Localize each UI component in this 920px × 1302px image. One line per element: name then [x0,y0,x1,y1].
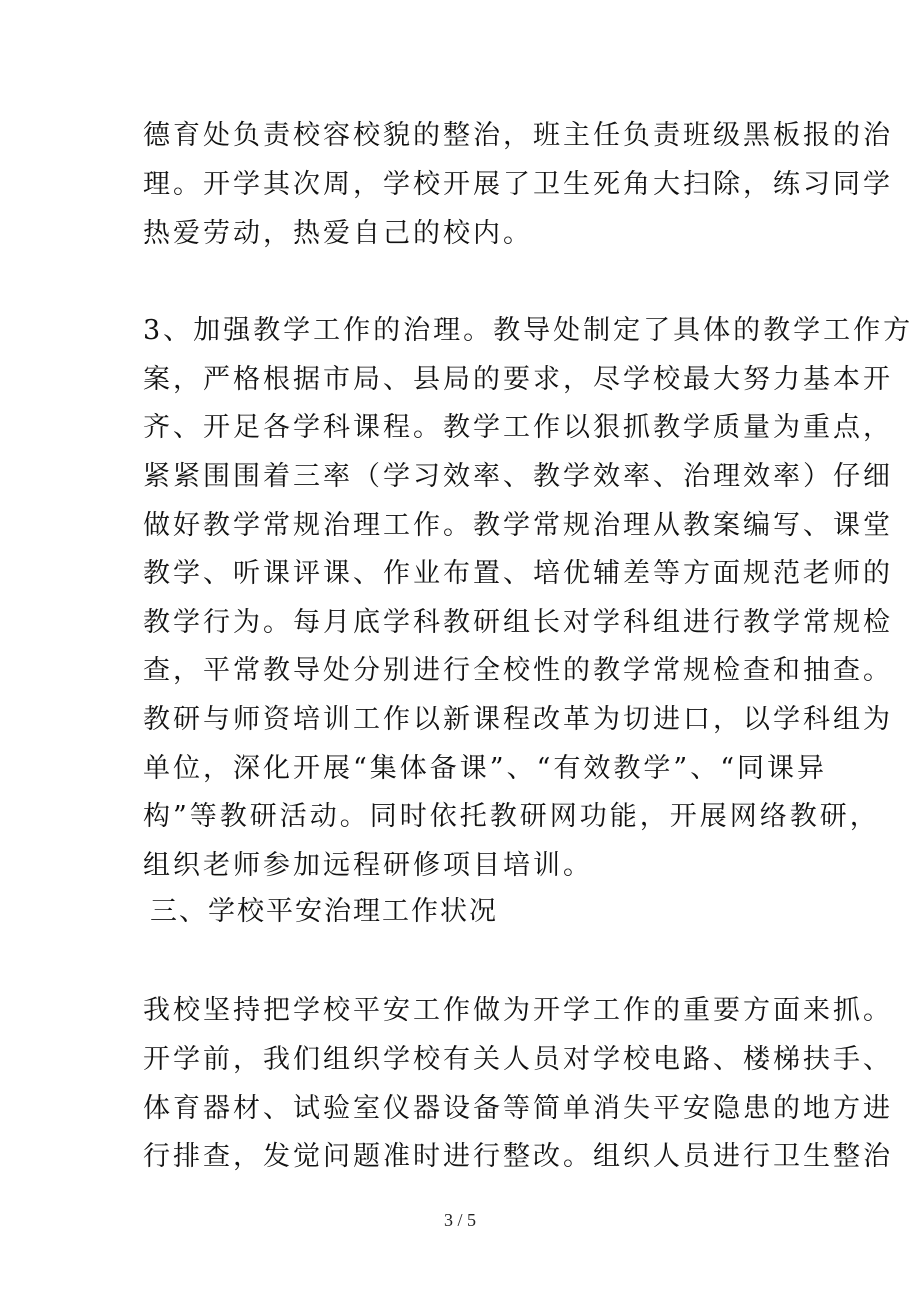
text-line: 教学行为。每月底学科教研组长对学科组进行教学常规检 [143,607,893,638]
text-line: 德育处负责校容校貌的整治，班主任负责班级黑板报的治 [143,120,893,151]
text-line: 热爱劳动，热爱自己的校内。 [143,218,533,249]
text-line: 查，平常教导处分别进行全校性的教学常规检查和抽查。 [143,655,893,686]
text-line: 齐、开足各学科课程。教学工作以狠抓教学质量为重点， [143,412,893,443]
text-line: 体育器材、试验室仪器设备等简单消失平安隐患的地方进 [143,1093,893,1124]
section-heading: 三、学校平安治理工作状况 [150,896,498,927]
text-line: 教研与师资培训工作以新课程改革为切进口，以学科组为 [143,704,893,735]
text-line: 组织老师参加远程研修项目培训。 [143,850,593,881]
page-number: 3 / 5 [443,1210,476,1230]
text-line: 紧紧围围着三率（学习效率、教学效率、治理效率）仔细 [143,461,893,492]
text-line: 案，严格根据市局、县局的要求，尽学校最大努力基本开 [143,364,893,395]
text-line: 理。开学其次周，学校开展了卫生死角大扫除，练习同学 [143,169,893,200]
text-line: 做好教学常规治理工作。教学常规治理从教案编写、课堂 [143,510,893,541]
text-line: 构”等教研活动。同时依托教研网功能，开展网络教研， [143,801,880,832]
text-line: 开学前，我们组织学校有关人员对学校电路、楼梯扶手、 [143,1044,893,1075]
text-line: 教学、听课评课、作业布置、培优辅差等方面规范老师的 [143,558,893,589]
text-line: 单位，深化开展“集体备课”、“有效教学”、“同课异 [143,753,828,784]
text-line: 行排查，发觉问题准时进行整改。组织人员进行卫生整治 [143,1141,893,1172]
text-line: 我校坚持把学校平安工作做为开学工作的重要方面来抓。 [143,995,893,1026]
text-line: 3、加强教学工作的治理。教导处制定了具体的教学工作方 [143,315,914,346]
